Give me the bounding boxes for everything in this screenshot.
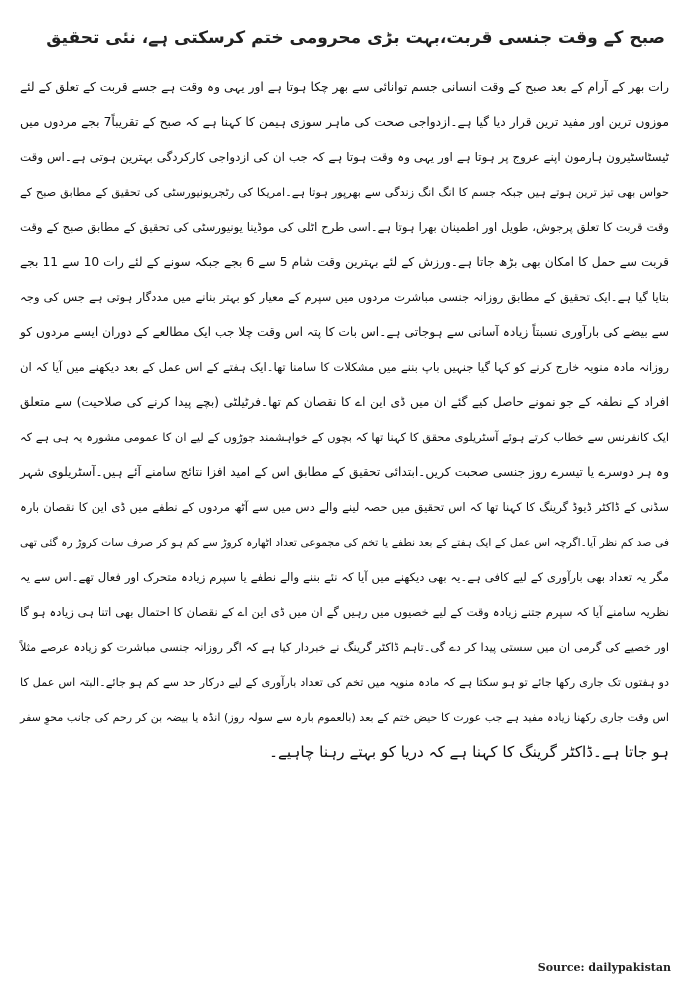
article-line: اور خصیے کی گرمی ان میں سستی پیدا کر دے گی۔تاہم ڈاکٹر گرینگ نے خبردار کیا ہے کہ اگر روزانہ جنسی مباشرت کو زیادہ عرصے مثلاً xyxy=(20,641,669,654)
article-line: دو ہفتوں تک جاری رکھا جائے تو ہو سکتا ہے کہ مادہ منویہ میں تخم کی تعداد بارآوری کے لیے درکار حد سے کم ہو جائے۔البتہ اس عمل کا xyxy=(20,676,669,689)
article-line: بتایا گیا ہے۔ایک تحقیق کے مطابق روزانہ جنسی مباشرت مردوں میں سپرم کے معیار کو بہتر بنانے میں مددگار ہوتی ہے جس کی وجہ xyxy=(20,290,669,304)
article-line: مگر یہ تعداد بھی بارآوری کے لیے کافی ہے۔یہ بھی دیکھنے میں آیا کہ نئے بننے والے نطفے یا سپرم زیادہ متحرک اور فعال تھے۔اس سے یہ xyxy=(20,570,669,584)
article-line: سڈنی کے ڈاکٹر ڈیوڈ گرینگ کا کہنا تھا کہ اس تحقیق میں حصہ لینے والے دس میں سے آٹھ مردوں کے نطفے میں ڈی این کا نقصان بارہ xyxy=(20,500,669,514)
article-line: وقت قربت کا تعلق پرجوش، طویل اور اطمینان بھرا ہوتا ہے۔اسی طرح اٹلی کی موڈینا یونیورسٹی کی تحقیق کے مطابق صبح کے وقت xyxy=(20,220,669,234)
article-line: رات بھر کے آرام کے بعد صبح کے وقت انسانی جسم توانائی سے بھر چکا ہوتا ہے اور یہی وہ وقت ہے جسے قربت کے تعلق کے لئے xyxy=(20,80,669,94)
article-line: روزانہ مادہ منویہ خارج کرنے کو کہا گیا جنہیں باپ بننے میں مشکلات کا سامنا تھا۔ایک ہفتے کے اس عمل کے بعد دیکھنے میں آیا کہ ان xyxy=(20,360,669,374)
article-line: اس وقت جاری رکھنا زیادہ مفید ہے جب عورت کا حیض ختم کے بعد (بالعموم بارہ سے سولہ روز) انڈہ یا بیضہ بن کر رحم کی جانب محوِ سفر xyxy=(20,711,669,724)
article-line: فی صد کم نظر آیا۔اگرچہ اس عمل کے ایک ہفتے کے بعد نطفے یا تخم کی مجموعی تعداد اٹھارہ کروڑ سے کم ہو کر صرف سات کروڑ رہ گئی تھی xyxy=(20,536,669,549)
article-line: قربت سے حمل کا امکان بھی بڑھ جاتا ہے۔ورزش کے لئے بہترین وقت شام 5 سے 6 بجے جبکہ سونے کے لئے رات 10 سے 11 بجے xyxy=(20,255,670,269)
article-line: ہو جاتا ہے۔ڈاکٹر گرینگ کا کہنا ہے کہ دریا کو بہتے رہنا چاہیے۔ xyxy=(269,743,669,761)
article-line: ٹیسٹاسٹیرون ہارمون اپنے عروج پر ہوتا ہے اور یہی وہ وقت ہوتا ہے کہ جب ان کی ازدواجی کارکردگی بہترین ہوتی ہے۔اس وقت xyxy=(20,150,669,164)
article-title: صبح کے وقت جنسی قربت،بہت بڑی محرومی ختم کرسکتی ہے، نئی تحقیق xyxy=(46,28,665,48)
article-line: موزوں ترین اور مفید ترین قرار دیا گیا ہے۔ازدواجی صحت کی ماہر سوزی ہیمن کا کہنا ہے کہ صبح کے تقریباً7 بجے مردوں میں xyxy=(20,115,669,129)
article-line: حواس بھی تیز ترین ہوتے ہیں جبکہ جسم کا انگ انگ زندگی سے بھرپور ہوتا ہے۔امریکا کی رٹجریونیورسٹی کی تحقیق کے مطابق صبح کے xyxy=(20,186,669,199)
article-line: افراد کے نطفہ کے جو نمونے حاصل کیے گئے ان میں ڈی این اے کا نقصان کم تھا۔فرٹیلٹی (بچے پیدا کرنے کی صلاحیت) سے متعلق xyxy=(20,395,669,409)
article-line: ایک کانفرنس سے خطاب کرتے ہوئے آسٹریلوی محقق کا کہنا تھا کہ بچوں کے خواہشمند جوڑوں کے لیے ان کا عمومی مشورہ یہ ہی ہے کہ xyxy=(20,431,669,444)
article-line: سے بیضے کی بارآوری نسبتاً زیادہ آسانی سے ہوجاتی ہے۔اس بات کا پتہ اس وقت چلا جب ایک مطالعے کے دوران ایسے مردوں کو xyxy=(20,325,669,339)
source-credit: Source: dailypakistan xyxy=(537,961,671,974)
article-line: نظریہ سامنے آیا کہ سپرم جتنے زیادہ وقت کے لیے خصیوں میں رہیں گے ان میں ڈی این اے کے نقصان کا احتمال بھی اتنا ہی زیادہ ہو گا xyxy=(20,605,669,619)
article-line: وہ ہر دوسرے یا تیسرے روز جنسی صحبت کریں۔ابتدائی تحقیق کے مطابق اس کے امید افزا نتائج سامنے آئے ہیں۔آسٹریلوی شہر xyxy=(20,465,669,479)
article-body xyxy=(18,70,671,770)
